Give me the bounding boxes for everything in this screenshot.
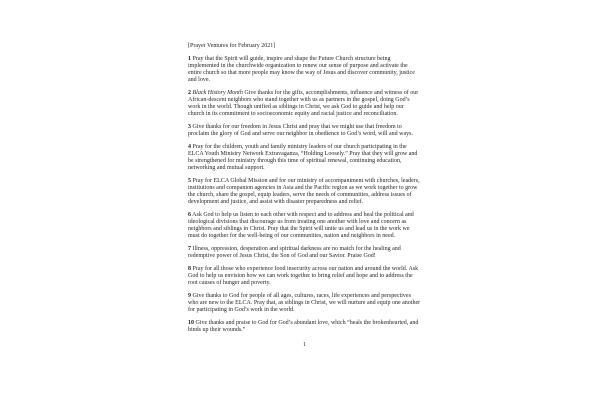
prayer-item-4 <box>188 144 421 172</box>
prayer-item-6 <box>188 212 421 240</box>
prayer-number-1: 1 <box>188 56 191 62</box>
prayer-text-9: Give thanks to God for people of all ages, cultures, races, life experiences and perspectives who are new to the ELCA. Pray that, as siblings in Christ, we will nurture and equip one another for participating in God’s work in the world. <box>188 293 421 313</box>
prayer-lead-2: Black History Month <box>192 90 243 96</box>
prayer-number-9: 9 <box>188 293 191 299</box>
prayer-number-10: 10 <box>188 320 194 326</box>
prayer-number-4: 4 <box>188 144 191 150</box>
prayer-number-3: 3 <box>188 124 191 130</box>
prayer-number-8: 8 <box>188 266 191 272</box>
prayer-number-5: 5 <box>188 178 191 184</box>
prayer-text-4: Pray for the children, youth and family ministry leaders of our church participating in the ELCA Youth Ministry Network Extravaganza, “Holding Loosely.” Pray that they will grow and be strengthened for ministry through this time of spiritual renewal, continuing education, networking and mutual support. <box>188 144 418 171</box>
prayer-item-10 <box>188 320 421 334</box>
prayer-number-2: 2 <box>188 90 191 96</box>
document-text-column <box>188 43 421 349</box>
prayer-text-6: Ask God to help us listen to each other with respect and to address and heal the political and ideological divisions that discourage us from treating one another with love and concern as neighbors and siblings in Christ. Pray that the Spirit will unite us and lead us in the work we must do together for the well-being of our communities, nation and neighbors in need. <box>188 212 414 239</box>
prayer-item-7 <box>188 246 421 260</box>
prayer-text-8: Pray for all those who experience food insecurity across our nation and around the world. Ask God to help us envision how we can work together to bring relief and hope and to address the root causes of hunger and poverty. <box>188 266 419 286</box>
prayer-item-2 <box>188 90 421 118</box>
prayer-text-10: Give thanks and praise to God for God’s abundant love, which “heals the brokenhearted, and binds up their wounds.” <box>188 320 419 333</box>
prayer-number-7: 7 <box>188 246 191 252</box>
prayer-item-1 <box>188 56 421 84</box>
prayer-text-1: Pray that the Spirit will guide, inspire and shape the Future Church structure being implemented in the churchwide organization to renew our sense of purpose and activate the entire church so that more people may know the way of Jesus and discover community, justice and love. <box>188 56 415 83</box>
prayer-text-3: Give thanks for our freedom in Jesus Christ and pray that we might use that freedom to proclaim the glory of God and serve our neighbor in obedience to God’s word, will and ways. <box>188 124 413 137</box>
prayer-item-8 <box>188 266 421 287</box>
prayer-number-6: 6 <box>188 212 191 218</box>
prayer-text-7: Illness, oppression, desperation and spiritual darkness are no match for the healing and redemptive power of Jesus Christ, the Son of God and our Savior. Praise God! <box>188 246 401 259</box>
document-title: [Prayer Ventures for February 2021] <box>188 43 276 49</box>
page-number: 1 <box>303 342 306 348</box>
prayer-item-5 <box>188 178 421 206</box>
prayer-text-2: Give thanks for the gifts, accomplishments, influence and witness of our African-descent neighbors who stand together with us as partners in the gospel, doing God’s work in the world. Though unified as siblings in Christ, we ask God to guide and help our church in its commitment to socioeconomic equity and racial justice and reconciliation. <box>188 90 419 117</box>
prayer-item-9 <box>188 293 421 314</box>
prayer-text-5: Pray for ELCA Global Mission and for our ministry of accompaniment with churches, leaders, institutions and companion agencies in Asia and the Pacific region as we work together to grow the church, share the gospel, equip leaders, serve the needs of communities, address issues of development and justice, and assist with disaster preparedness and relief. <box>188 178 420 205</box>
prayer-item-3 <box>188 124 421 138</box>
